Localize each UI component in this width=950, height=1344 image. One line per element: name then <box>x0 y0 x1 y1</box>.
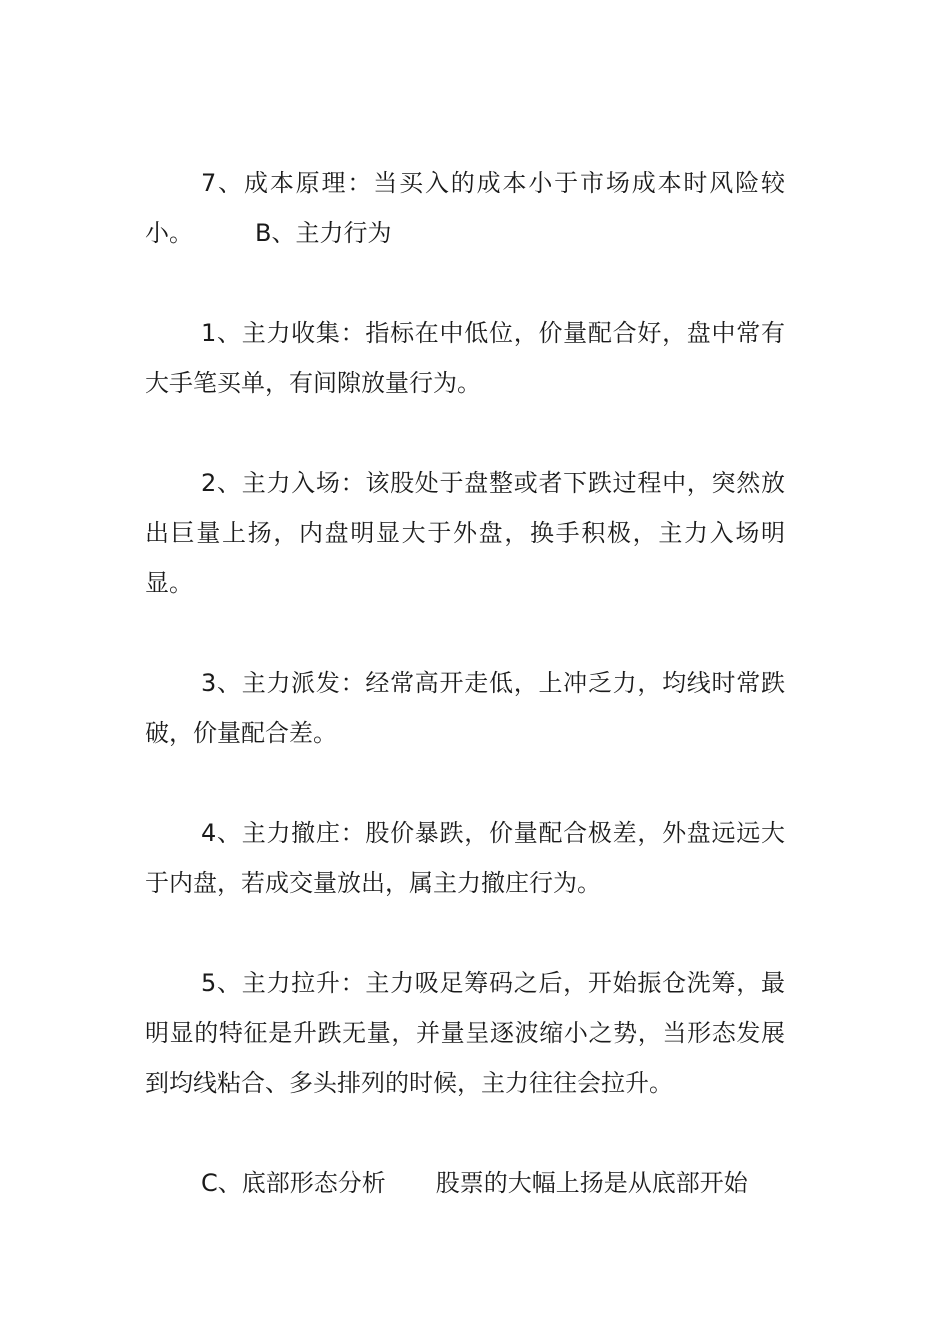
paragraph-text: 1、主力收集：指标在中低位，价量配合好，盘中常有大手笔买单，有间隙放量行为。 <box>145 319 785 397</box>
paragraph-main-force-entry <box>145 458 785 608</box>
paragraph-text: 4、主力撤庄：股价暴跌，价量配合极差，外盘远远大于内盘，若成交量放出，属主力撤庄行为。 <box>145 819 785 897</box>
paragraph-bottom-pattern <box>145 1158 785 1208</box>
paragraph-cost-principle <box>145 158 785 258</box>
document-body <box>145 158 785 1208</box>
section-heading-b: B、主力行为 <box>255 219 392 247</box>
paragraph-text: 5、主力拉升：主力吸足筹码之后，开始振仓洗筹，最明显的特征是升跌无量，并量呈逐波缩小之势，当形态发展到均线粘合、多头排列的时候，主力往往会拉升。 <box>145 969 785 1097</box>
paragraph-text: 7、成本原理：当买入的成本小于市场成本时风险较小。 <box>145 169 785 247</box>
paragraph-main-force-distribute <box>145 658 785 758</box>
paragraph-text: 股票的大幅上扬是从底部开始 <box>435 1169 748 1197</box>
section-heading-c: C、底部形态分析 <box>201 1169 386 1197</box>
paragraph-main-force-withdraw <box>145 808 785 908</box>
paragraph-main-force-collect <box>145 308 785 408</box>
paragraph-text: 3、主力派发：经常高开走低，上冲乏力，均线时常跌破，价量配合差。 <box>145 669 785 747</box>
paragraph-text: 2、主力入场：该股处于盘整或者下跌过程中，突然放出巨量上扬，内盘明显大于外盘，换手积极，主力入场明显。 <box>145 469 785 597</box>
paragraph-main-force-pull-up <box>145 958 785 1108</box>
